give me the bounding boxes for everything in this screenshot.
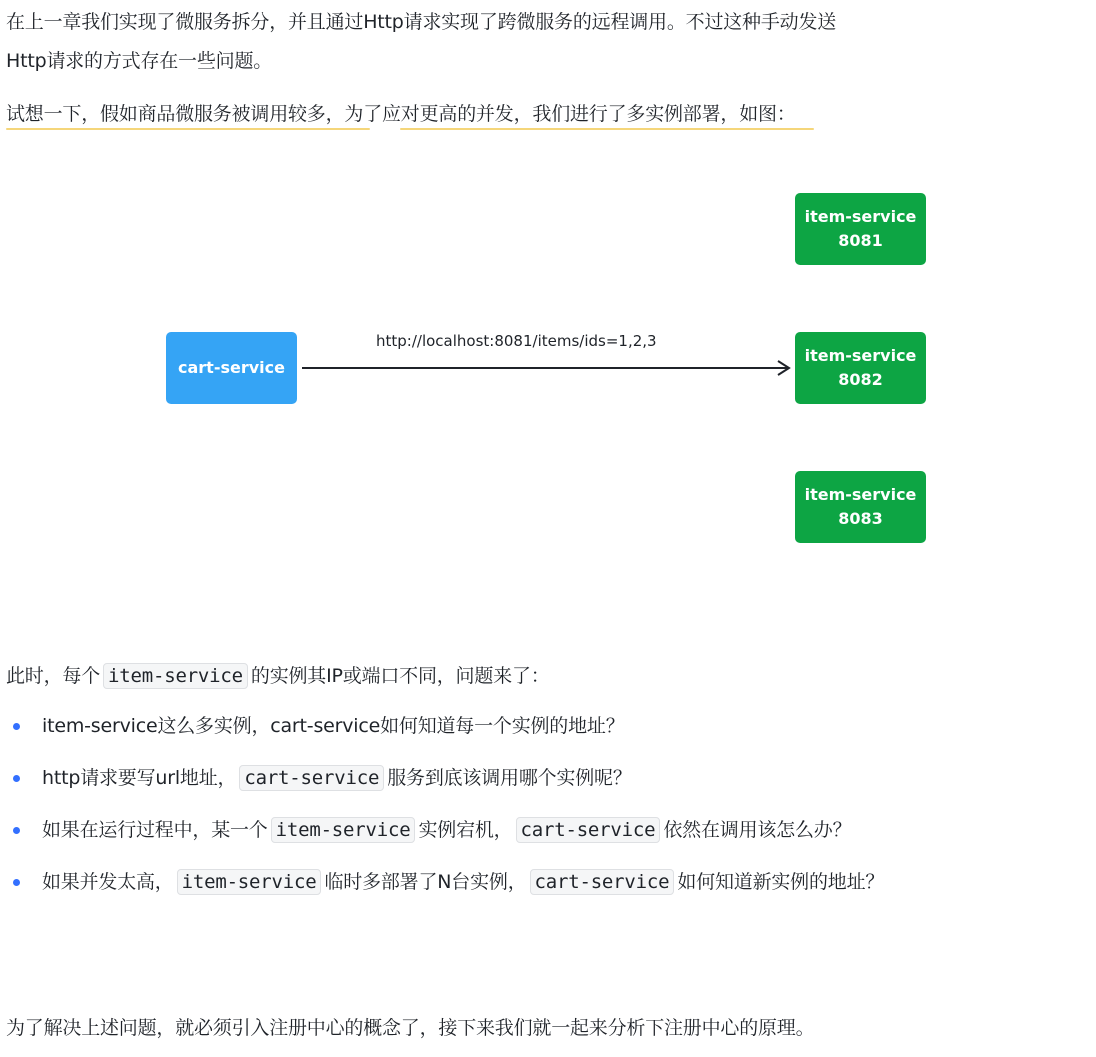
- problem-intro-before: 此时，每个: [6, 665, 101, 687]
- inline-code: item-service: [177, 869, 322, 895]
- inline-code: cart-service: [530, 869, 675, 895]
- list-item: [6, 710, 1076, 742]
- intro-line-1: 在上一章我们实现了微服务拆分，并且通过Http请求实现了跨微服务的远程调用。不过这种手动发送: [6, 11, 837, 33]
- list-item-text: 如果在运行过程中，某一个: [42, 819, 268, 841]
- comment-underline-2[interactable]: [400, 128, 814, 130]
- list-item-text: item-service这么多实例，cart-service如何知道每一个实例的地址？: [42, 715, 625, 737]
- instance-name: item-service: [804, 207, 917, 226]
- inline-code: item-service: [103, 663, 248, 689]
- problem-intro-after: 的实例其IP或端口不同，问题来了：: [250, 665, 550, 687]
- instance-name: item-service: [804, 485, 917, 504]
- list-item: [6, 762, 1076, 794]
- inline-code: cart-service: [516, 817, 661, 843]
- list-item-text: 如果并发太高，: [42, 871, 174, 893]
- inline-code: item-service: [271, 817, 416, 843]
- list-item-text: http请求要写url地址，: [42, 767, 237, 789]
- intro-line-2: Http请求的方式存在一些问题。: [6, 50, 273, 72]
- scenario-paragraph: 试想一下，假如商品微服务被调用较多，为了应对更高的并发，我们进行了多实例部署，如图：: [6, 103, 796, 125]
- list-item: [6, 866, 1076, 898]
- list-item-text: 服务到底该调用哪个实例呢？: [387, 767, 632, 789]
- request-arrow: [300, 356, 796, 380]
- comment-underline-1[interactable]: [6, 128, 370, 130]
- item-service-node-8083: [795, 471, 926, 543]
- instance-port: 8081: [838, 231, 883, 250]
- list-item-text: 临时多部署了N台实例，: [324, 871, 527, 893]
- cart-service-node: [166, 332, 297, 404]
- item-service-node-8082: [795, 332, 926, 404]
- instance-port: 8082: [838, 370, 883, 389]
- instance-port: 8083: [838, 509, 883, 528]
- item-service-node-8081: [795, 193, 926, 265]
- problem-intro: [6, 661, 550, 691]
- inline-code: cart-service: [239, 765, 384, 791]
- cart-service-label: cart-service: [178, 358, 285, 377]
- architecture-diagram: [0, 150, 1096, 610]
- instance-name: item-service: [804, 346, 917, 365]
- problem-list: [6, 710, 1076, 918]
- list-item-text: 依然在调用该怎么办？: [663, 819, 852, 841]
- list-item-text: 如何知道新实例的地址？: [677, 871, 885, 893]
- list-item-text: 实例宕机，: [418, 819, 513, 841]
- request-url-label: http://localhost:8081/items/ids=1,2,3: [376, 332, 657, 350]
- conclusion-paragraph: 为了解决上述问题，就必须引入注册中心的概念了，接下来我们就一起来分析下注册中心的原理。: [6, 1017, 815, 1039]
- list-item: [6, 814, 1076, 846]
